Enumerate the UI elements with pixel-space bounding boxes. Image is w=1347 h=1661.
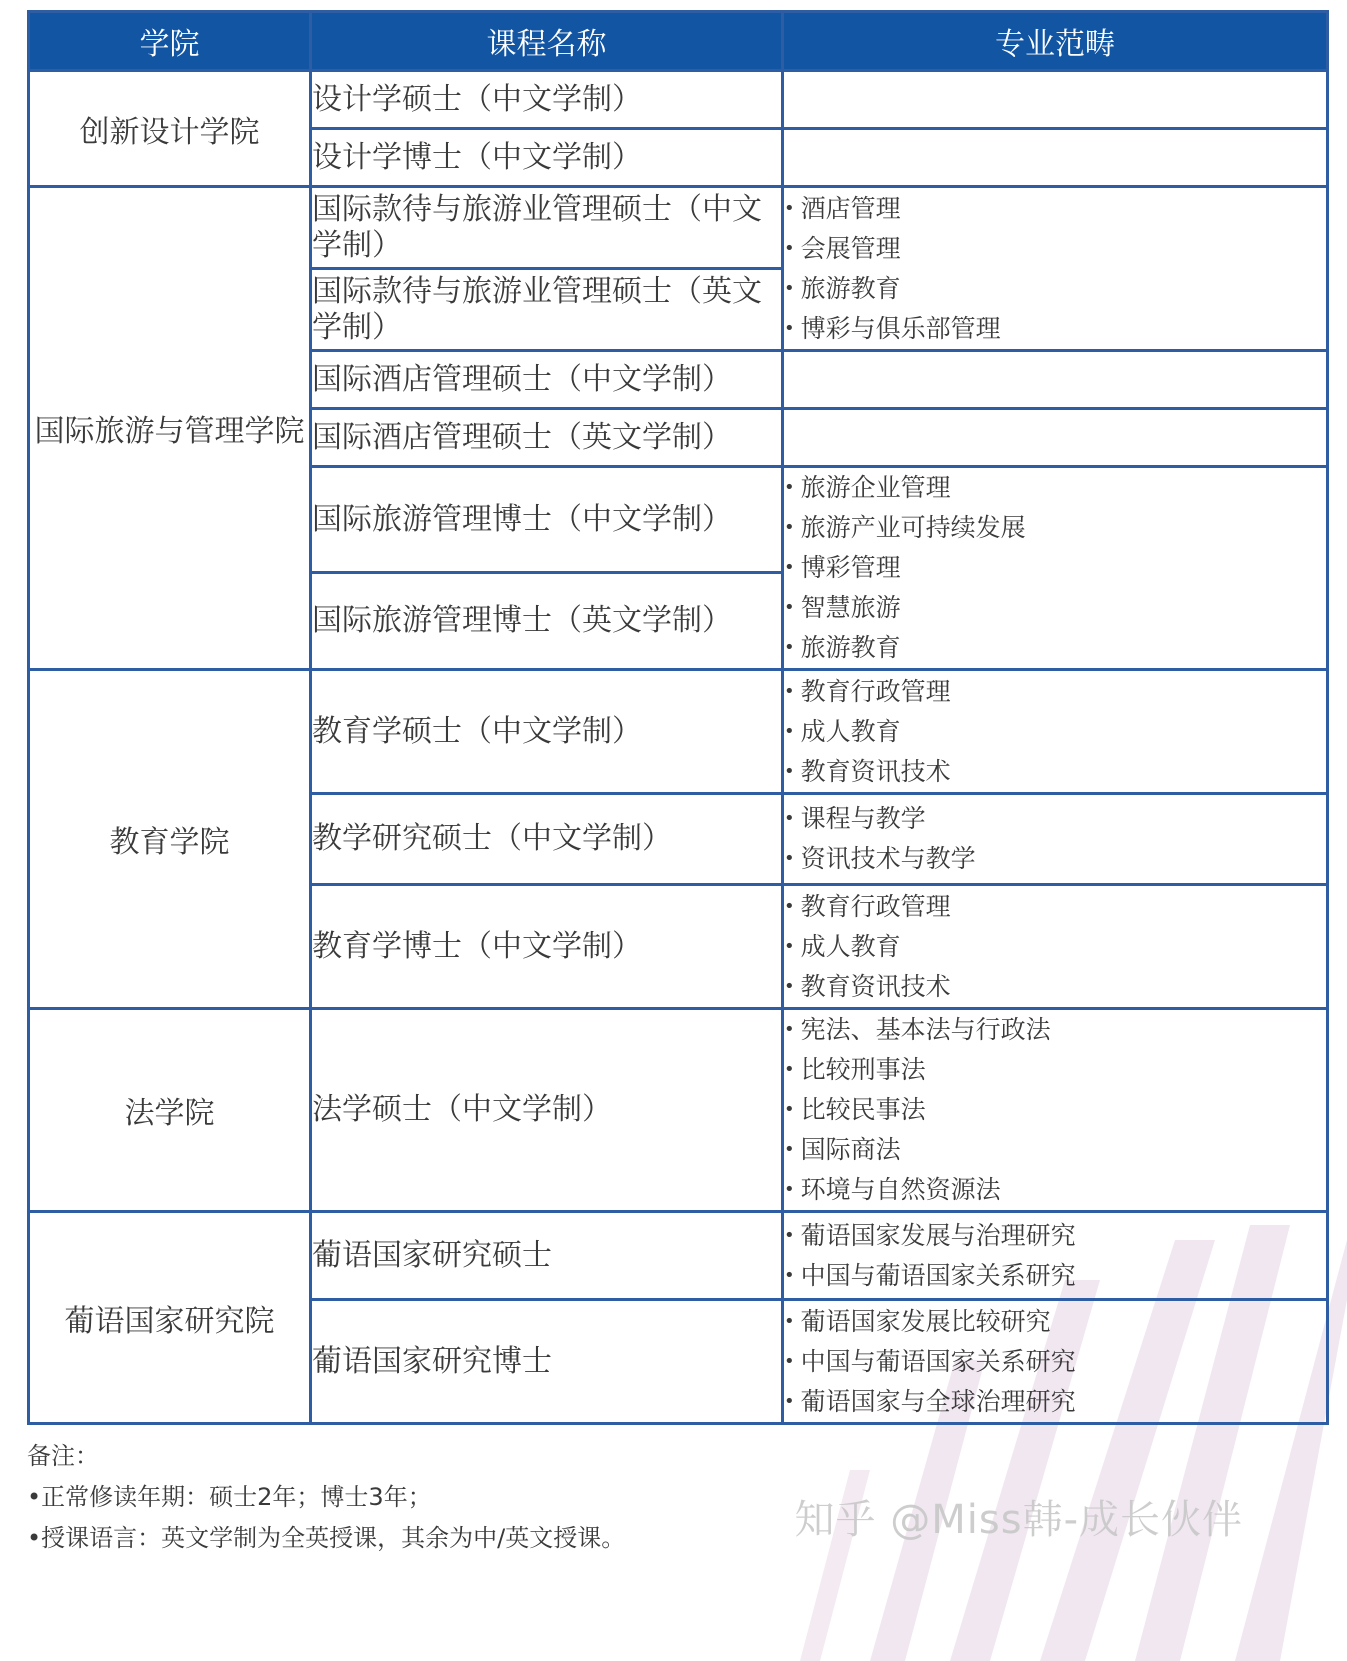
major-item: • 葡语国家发展与治理研究	[784, 1216, 1326, 1256]
school-cell: 法学院	[29, 1009, 311, 1212]
notes-duration: •正常修读年期：硕士2年；博士3年；	[27, 1483, 432, 1511]
school-cell: 葡语国家研究院	[29, 1212, 311, 1424]
major-item: • 比较刑事法	[784, 1050, 1326, 1090]
major-item: • 成人教育	[784, 712, 1326, 752]
major-list	[784, 799, 1326, 879]
major-item: • 比较民事法	[784, 1090, 1326, 1130]
course-cell: 教育学硕士（中文学制）	[311, 670, 783, 794]
scope-cell	[783, 1300, 1328, 1424]
major-item: • 国际商法	[784, 1130, 1326, 1170]
major-item: • 博彩管理	[784, 548, 1326, 588]
major-item: • 葡语国家发展比较研究	[784, 1302, 1326, 1342]
scope-cell	[783, 1212, 1328, 1300]
program-table	[27, 10, 1329, 1425]
table-row	[29, 1009, 1328, 1212]
notes-language: •授课语言：英文学制为全英授课，其余为中/英文授课。	[27, 1524, 626, 1552]
major-item: • 教育行政管理	[784, 887, 1326, 927]
major-list	[784, 1010, 1326, 1210]
course-cell: 国际旅游管理博士（英文学制）	[311, 573, 783, 670]
notes-section	[27, 1436, 625, 1559]
header-scope: 专业范畴	[783, 12, 1328, 71]
major-list	[784, 1302, 1326, 1422]
major-item: • 旅游企业管理	[784, 468, 1326, 508]
major-item: • 会展管理	[784, 229, 1326, 269]
major-item: • 博彩与俱乐部管理	[784, 309, 1326, 349]
course-cell: 国际款待与旅游业管理硕士（中文学制）	[311, 187, 783, 269]
major-item: • 旅游教育	[784, 628, 1326, 668]
scope-cell-empty	[783, 351, 1328, 409]
scope-cell	[783, 467, 1328, 670]
scope-cell	[783, 1009, 1328, 1212]
major-list	[784, 189, 1326, 349]
major-item: • 葡语国家与全球治理研究	[784, 1382, 1326, 1422]
course-cell: 设计学硕士（中文学制）	[311, 71, 783, 129]
course-cell: 教育学博士（中文学制）	[311, 885, 783, 1009]
major-item: • 教育资讯技术	[784, 967, 1326, 1007]
table-header-row	[29, 12, 1328, 71]
major-item: • 中国与葡语国家关系研究	[784, 1342, 1326, 1382]
major-item: • 酒店管理	[784, 189, 1326, 229]
major-item: • 宪法、基本法与行政法	[784, 1010, 1326, 1050]
header-course: 课程名称	[311, 12, 783, 71]
scope-cell	[783, 885, 1328, 1009]
major-item: • 环境与自然资源法	[784, 1170, 1326, 1210]
course-cell: 国际款待与旅游业管理硕士（英文学制）	[311, 269, 783, 351]
school-cell: 教育学院	[29, 670, 311, 1009]
table-row	[29, 1212, 1328, 1300]
scope-cell-empty	[783, 71, 1328, 129]
course-cell: 国际旅游管理博士（中文学制）	[311, 467, 783, 573]
major-list	[784, 468, 1326, 668]
major-item: • 资讯技术与教学	[784, 839, 1326, 879]
major-item: • 课程与教学	[784, 799, 1326, 839]
course-cell: 教学研究硕士（中文学制）	[311, 794, 783, 885]
scope-cell	[783, 670, 1328, 794]
course-cell: 葡语国家研究硕士	[311, 1212, 783, 1300]
header-school: 学院	[29, 12, 311, 71]
major-item: • 教育资讯技术	[784, 752, 1326, 792]
notes-title: 备注：	[27, 1442, 99, 1470]
major-item: • 智慧旅游	[784, 588, 1326, 628]
school-cell: 国际旅游与管理学院	[29, 187, 311, 670]
table-row	[29, 670, 1328, 794]
major-item: • 中国与葡语国家关系研究	[784, 1256, 1326, 1296]
scope-cell	[783, 187, 1328, 351]
table-row	[29, 187, 1328, 269]
course-cell: 葡语国家研究博士	[311, 1300, 783, 1424]
major-list	[784, 672, 1326, 792]
course-cell: 法学硕士（中文学制）	[311, 1009, 783, 1212]
major-list	[784, 1216, 1326, 1296]
scope-cell-empty	[783, 409, 1328, 467]
course-cell: 设计学博士（中文学制）	[311, 129, 783, 187]
table-row	[29, 71, 1328, 129]
course-cell: 国际酒店管理硕士（中文学制）	[311, 351, 783, 409]
major-item: • 教育行政管理	[784, 672, 1326, 712]
scope-cell	[783, 794, 1328, 885]
major-item: • 旅游产业可持续发展	[784, 508, 1326, 548]
major-list	[784, 887, 1326, 1007]
school-cell: 创新设计学院	[29, 71, 311, 187]
major-item: • 旅游教育	[784, 269, 1326, 309]
course-cell: 国际酒店管理硕士（英文学制）	[311, 409, 783, 467]
major-item: • 成人教育	[784, 927, 1326, 967]
watermark-text: 知乎 @Miss韩-成长伙伴	[794, 1497, 1243, 1543]
scope-cell-empty	[783, 129, 1328, 187]
